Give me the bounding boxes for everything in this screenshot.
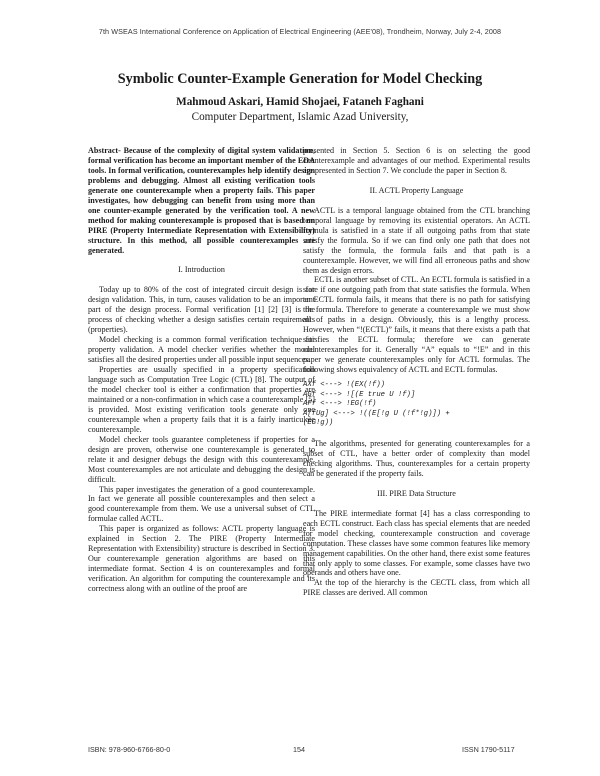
paragraph: At the top of the hierarchy is the CECTL class, from which all PIRE classes are derived. All common <box>303 578 530 598</box>
paragraph: This paper investigates the generation of a good counterexample. In fact we generate all possible counterexamples and then select a good counterexample from them. We use a universal subset of CTL formulae called ACTL. <box>88 484 315 524</box>
footer-isbn: ISBN: 978-960-6766-80-0 <box>88 745 171 754</box>
section-heading-introduction: I. Introduction <box>178 265 225 275</box>
formula-line: AFf <---> !EG(!f) <box>303 400 377 409</box>
footer-page-number: 154 <box>293 745 305 754</box>
paragraph: The PIRE intermediate format [4] has a class corresponding to each ECTL construct. Each class has special elements that are needed for model checking, counterexample construction and coverage computation. These classes have some common features like memory management capabilities. On the other hand, there exist some features that only apply to some classes. For example, some classes have two operands and others have one. <box>303 508 530 578</box>
left-column <box>88 146 315 594</box>
footer-issn: ISSN 1790-5117 <box>462 745 515 754</box>
abstract: Abstract- Because of the complexity of digital system validation, formal verification has become an important member of the EDA tools. In formal verification, counterexamples help identify design problems and debugging. Almost all existing verification tools generate one counterexample when a property fails. This paper investigates, how debugging can benefit from using more than one counter-example generated by the verification tool. A new method for making counterexample is proposed that is based on PIRE (Property Intermediate Representation with Extensibility) structure. In this method, all possible counterexamples are generated. <box>88 146 315 255</box>
affiliation: Computer Department, Islamic Azad University, <box>191 111 409 123</box>
conference-header: 7th WSEAS International Conference on Application of Electrical Engineering (AEE'08), Trondheim, Norway, July 2-4, 2008 <box>98 27 502 36</box>
formula-line: A[fUg] <---> !((E[!g U (!f*!g)]) + <box>303 409 450 418</box>
paragraph: ACTL is a temporal language obtained from the CTL branching temporal language by removing its existential operators. An ACTL formula is satisfied in a state if all outgoing paths from that state satisfy the formula. So if we can find only one path that does not satisfy the formula, the formula fails and that path is a counterexample. However, we will find all erroneous paths and show them as design errors. <box>303 205 530 275</box>
paper-title: Symbolic Counter-Example Generation for Model Checking <box>117 71 483 87</box>
paragraph: ECTL is another subset of CTL. An ECTL formula is satisfied in a state if one outgoing path from that state satisfies the formula. When an ECTL formula fails, it means that there is no path for satisfying the formula. Therefore to generate a counterexample we must show all of paths in a design. Obviously, this is a lengthy process. However, when “!(ECTL)” fails, it means that there exists a path that satisfies the ECTL formula; therefore we can generate counterexamples for it. Generally “A” equals to “!E” and in this paper we generate counterexamples only for ACTL formulas. The following shows equivalency of ACTL and ECTL formulas. <box>303 275 530 375</box>
section-heading-actl: II. ACTL Property Language <box>369 185 464 195</box>
formula-line: AXf <---> !(EX(!f)) <box>303 381 385 390</box>
paragraph: presented in Section 5. Section 6 is on selecting the good counterexample and advantages of our method. Experimental results are presented in Section 7. We conclude the paper in Section 8. <box>303 146 530 175</box>
paragraph: The algorithms, presented for generating counterexamples for a subset of CTL, have a better order of complexity than model checking algorithms. Thus, counterexamples for a certain property can be generated if the property fails. <box>303 438 530 478</box>
paragraph: Model checking is a common formal verification technique for property validation. A model checker verifies whether the model satisfies all the desired properties under all possible input sequences. <box>88 335 315 365</box>
paragraph: Today up to 80% of the cost of integrated circuit design is for design validation. This, in turn, causes validation to be an important part of the design process. Formal verification [1] [2] [3] is the process of checking whether a design satisfies certain requirements (properties). <box>88 285 315 335</box>
paragraph: This paper is organized as follows: ACTL property language is explained in Section 2. The PIRE (Property Intermediate Representation with Extensibility) structure is described in Section 3. Our counterexample generation algorithms are based on this intermediate format. Section 4 is on counterexamples and formal verification. An algorithm for computing the counterexample and its correctness along with an outline of the proof are <box>88 524 315 594</box>
paragraph: Properties are usually specified in a property specification language such as Computation Tree Logic (CTL) [8]. The output of the model checker tool is either a confirmation that properties are maintained or a non-confirmation in which case a counterexample [5] is provided. Most existing verification tools generate only one counterexample when a property fails that it is a fairly inarticulate counterexample. <box>88 365 315 434</box>
paragraph: Model checker tools guarantee completeness if properties for a design are proven, otherwise one counterexample is generated to relate it and designer debugs the design with this counterexample. Most counterexamples are not articulate and debugging the design is difficult. <box>88 434 315 484</box>
section-heading-pire: III. PIRE Data Structure <box>377 488 456 498</box>
formula-line: AGf <---> ![(E true U !f)] <box>303 390 416 399</box>
right-column <box>303 146 530 598</box>
authors: Mahmoud Askari, Hamid Shojaei, Fataneh Faghani <box>176 96 424 108</box>
formula-line: (EG!g)) <box>303 419 334 428</box>
